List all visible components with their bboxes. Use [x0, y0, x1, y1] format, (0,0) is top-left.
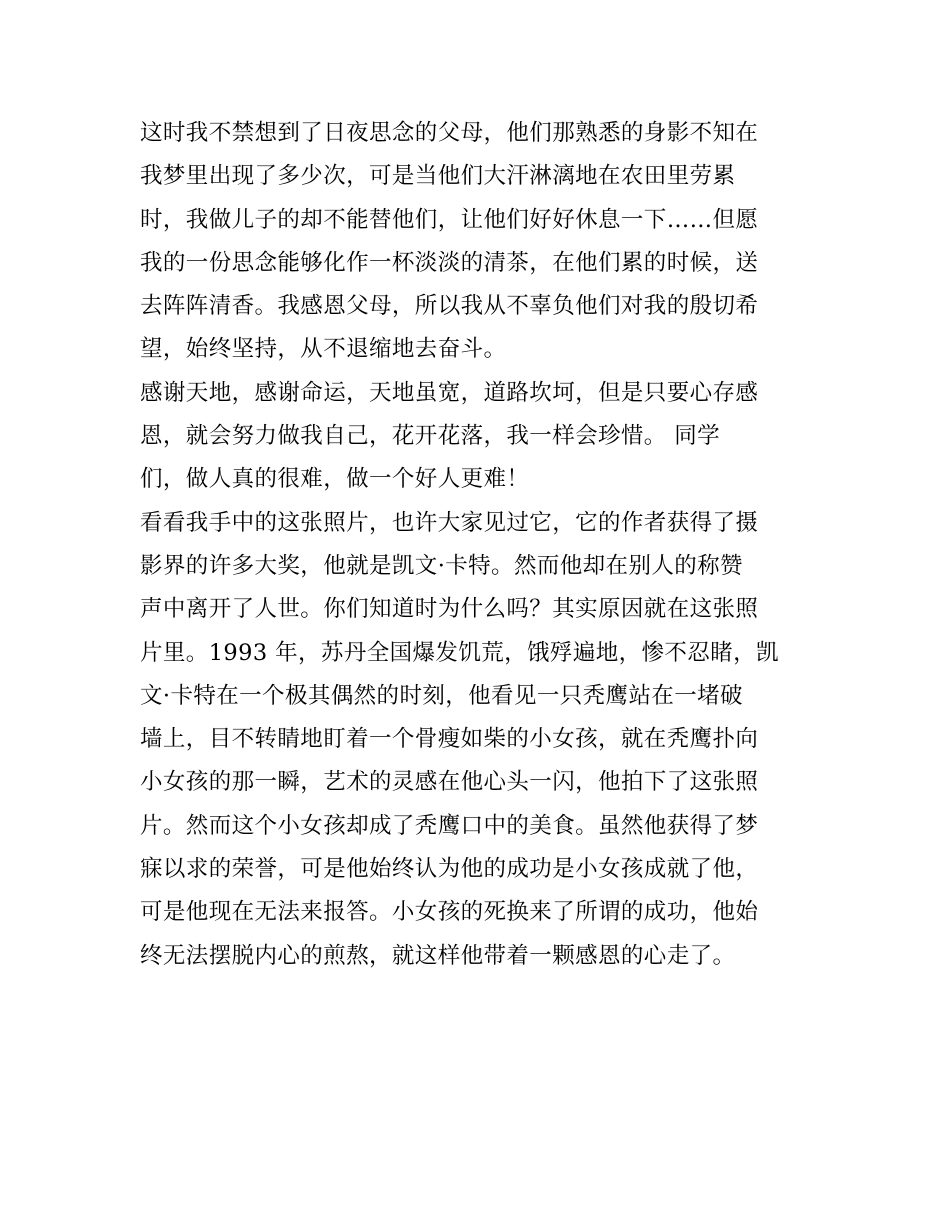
- text-line: 终无法摆脱内心的煎熬，就这样他带着一颗感恩的心走了。: [140, 942, 736, 969]
- text-line: 声中离开了人世。你们知道时为什么吗？其实原因就在这张照: [140, 596, 759, 623]
- text-line: 小女孩的那一瞬，艺术的灵感在他心头一闪，他拍下了这张照: [140, 769, 759, 796]
- text-line: 影界的许多大奖，他就是凯文·卡特。然而他却在别人的称赞: [140, 552, 743, 579]
- text-line: 感谢天地，感谢命运，天地虽宽，道路坎坷，但是只要心存感: [140, 379, 759, 406]
- text-line: 墙上，目不转睛地盯着一个骨瘦如柴的小女孩，就在秃鹰扑向: [140, 726, 759, 753]
- text-line: 片。然而这个小女孩却成了秃鹰口中的美食。虽然他获得了梦: [140, 812, 759, 839]
- text-line: 文·卡特在一个极其偶然的时刻，他看见一只秃鹰站在一堵破: [140, 682, 743, 709]
- text-line: 看看我手中的这张照片，也许大家见过它，它的作者获得了摄: [140, 509, 759, 536]
- text-line: 我的一份思念能够化作一杯淡淡的清茶，在他们累的时候，送: [140, 249, 759, 276]
- text-line: 恩，就会努力做我自己，花开花落，我一样会珍惜。 同学: [140, 423, 721, 450]
- body-text: [140, 112, 820, 978]
- text-line: 寐以求的荣誉，可是他始终认为他的成功是小女孩成就了他，: [140, 856, 759, 883]
- text-line: 片里。1993 年，苏丹全国爆发饥荒，饿殍遍地，惨不忍睹，凯: [140, 639, 779, 666]
- text-line: 可是他现在无法来报答。小女孩的死换来了所谓的成功，他始: [140, 899, 759, 926]
- text-line: 时，我做儿子的却不能替他们，让他们好好休息一下……但愿: [140, 206, 759, 233]
- text-line: 去阵阵清香。我感恩父母，所以我从不辜负他们对我的殷切希: [140, 293, 759, 320]
- text-line: 我梦里出现了多少次，可是当他们大汗淋漓地在农田里劳累: [140, 163, 736, 190]
- text-line: 望，始终坚持，从不退缩地去奋斗。: [140, 336, 507, 363]
- text-line: 这时我不禁想到了日夜思念的父母，他们那熟悉的身影不知在: [140, 120, 759, 146]
- text-line: 们，做人真的很难，做一个好人更难！: [140, 466, 530, 493]
